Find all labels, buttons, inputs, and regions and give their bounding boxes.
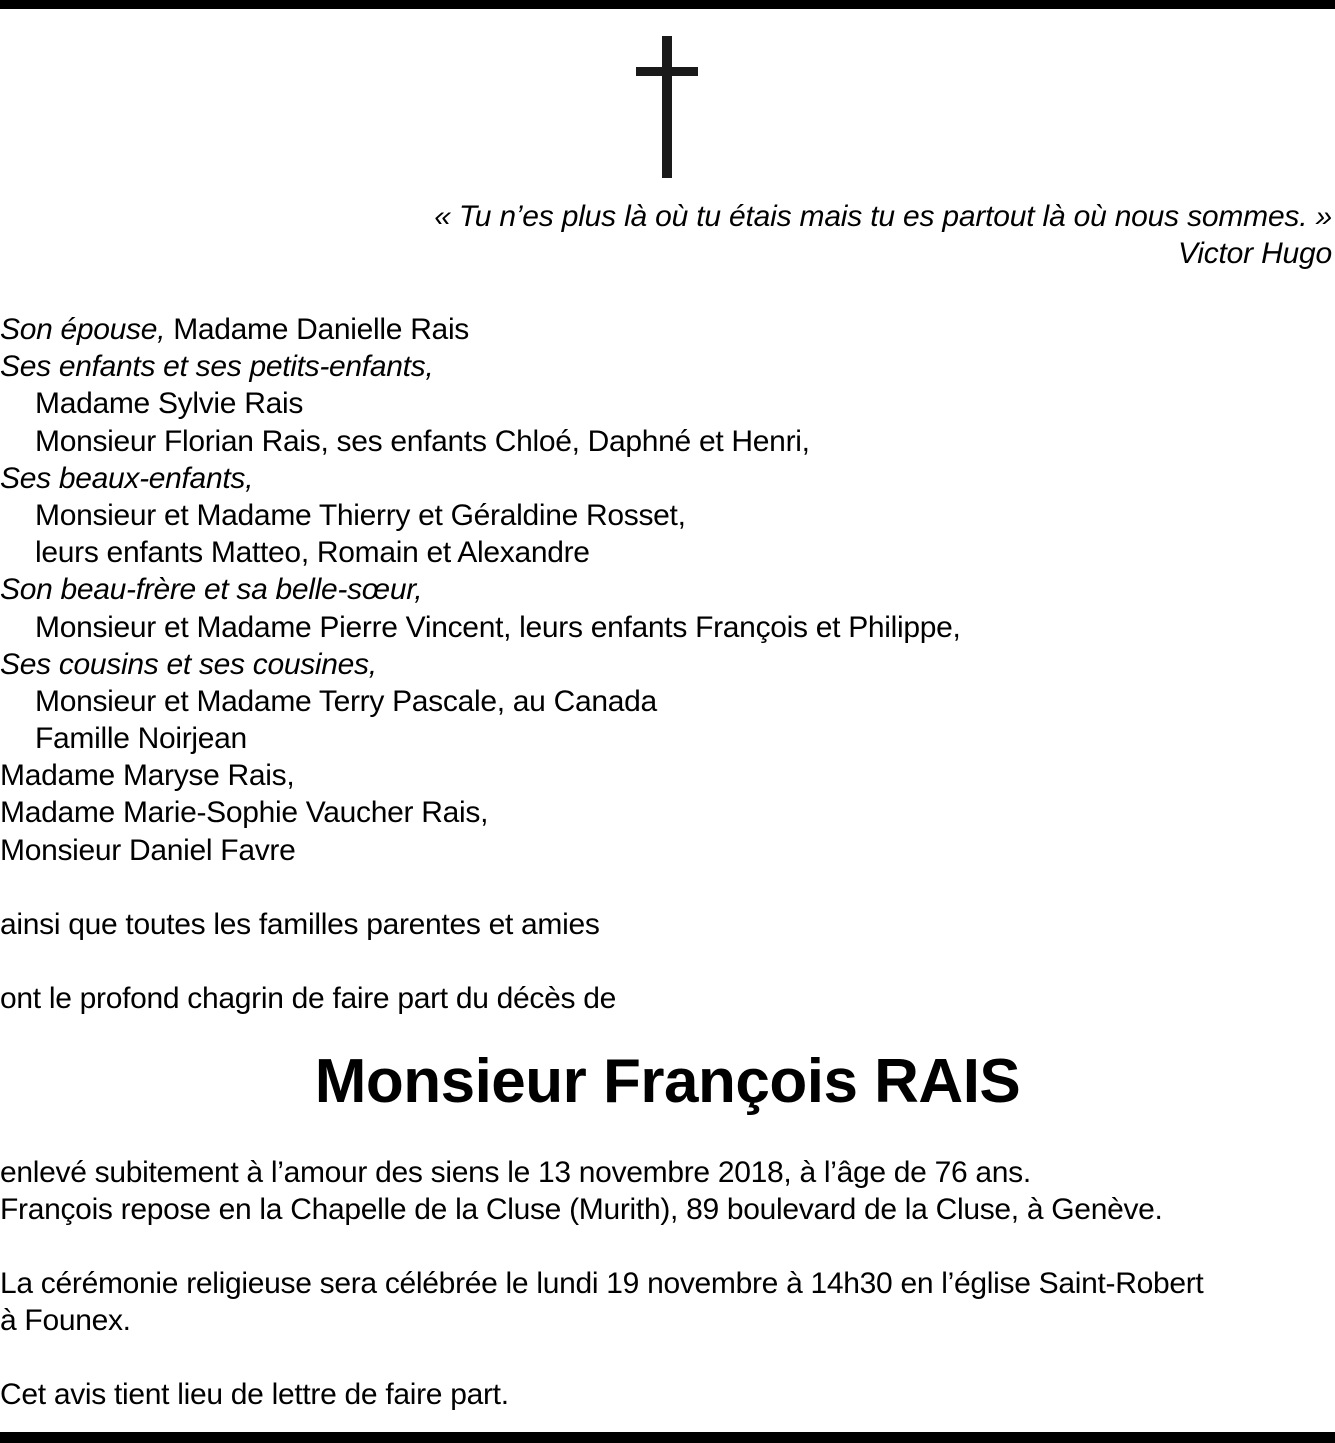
death-date-line: enlevé subitement à l’amour des siens le 13 novembre 2018, à l’âge de 76 ans. (0, 1156, 1031, 1189)
quote-text: « Tu n’es plus là où tu étais mais tu es partout là où nous sommes. » (434, 200, 1332, 233)
death-details (0, 1154, 1203, 1413)
stepchild-entry: Monsieur et Madame Thierry et Géraldine Rosset, (35, 498, 686, 532)
cousin-entry: Monsieur et Madame Terry Pascale, au Canada (35, 684, 657, 718)
children-label: Ses enfants et ses petits-enfants, (0, 350, 434, 384)
quote-author: Victor Hugo (1178, 237, 1332, 270)
spouse-name: Madame Danielle Rais (165, 313, 470, 346)
other-relative: Monsieur Daniel Favre (0, 833, 296, 867)
cousin-entry: Famille Noirjean (35, 722, 247, 756)
inlaws-label: Son beau-frère et sa belle-sœur, (0, 573, 423, 607)
closing-line: Cet avis tient lieu de lettre de faire part. (0, 1378, 509, 1411)
stepchildren-label: Ses beaux-enfants, (0, 461, 254, 495)
cousins-label: Ses cousins et ses cousines, (0, 647, 377, 681)
announcement-text: ont le profond chagrin de faire part du décès de (0, 982, 617, 1015)
ceremony-line: La cérémonie religieuse sera célébrée le lundi 19 novembre à 14h30 en l’église Saint-Robert (0, 1267, 1204, 1300)
relatives-note: ainsi que toutes les familles parentes et amies (0, 908, 600, 941)
stepchild-entry: leurs enfants Matteo, Romain et Alexandre (35, 536, 590, 570)
deceased-name: Monsieur François RAIS (314, 1047, 1021, 1116)
epigraph (434, 198, 1332, 272)
ceremony-location-line: à Founex. (0, 1304, 131, 1337)
repose-line: François repose en la Chapelle de la Cluse (Murith), 89 boulevard de la Cluse, à Genève. (0, 1193, 1163, 1226)
cross-icon (636, 36, 698, 178)
spouse-label: Son épouse, (0, 313, 166, 346)
child-entry: Madame Sylvie Rais (35, 387, 304, 421)
bottom-border-rule (0, 1432, 1335, 1443)
child-entry: Monsieur Florian Rais, ses enfants Chloé, Daphné et Henri, (35, 424, 810, 458)
other-relative: Madame Marie-Sophie Vaucher Rais, (0, 796, 489, 830)
inlaw-entry: Monsieur et Madame Pierre Vincent, leurs enfants François et Philippe, (35, 610, 961, 644)
family-list (0, 311, 961, 869)
other-relative: Madame Maryse Rais, (0, 759, 295, 793)
top-border-rule (0, 0, 1335, 9)
spouse-line (0, 311, 961, 348)
